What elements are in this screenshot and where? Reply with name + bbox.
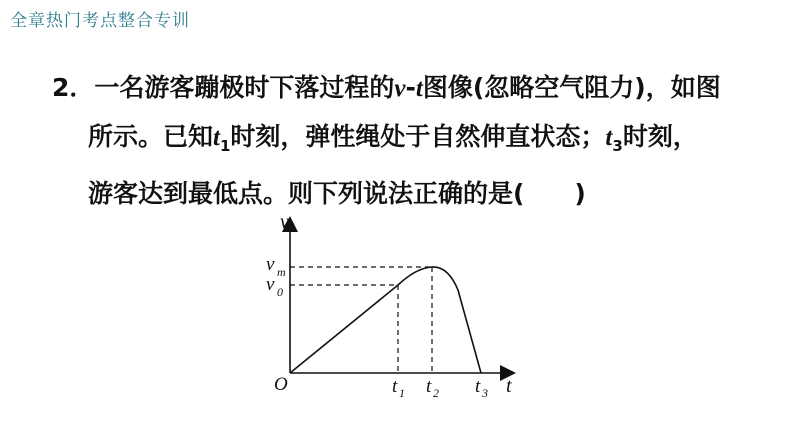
var-t3: t [605,124,613,151]
t1-subscript: 1 [399,386,405,400]
t1-label: t [392,376,398,397]
question-line-3: 游客达到最低点。则下列说法正确的是( ) [88,179,586,208]
vt-graph [250,210,530,400]
question-text-2a: 所示。已知 [88,122,214,151]
t2-subscript: 2 [433,386,439,400]
question-number: 2． [52,73,95,102]
question-text-1b: 图像(忽略空气阻力)，如图 [422,73,721,102]
v0-label: v [266,274,275,295]
sub-1: 1 [219,137,231,155]
var-v: v [394,75,406,102]
t2-label: t [426,376,432,397]
dash: - [405,73,416,102]
question-text [52,64,772,218]
t3-label: t [475,376,481,397]
origin-label: O [274,374,288,395]
vt-curve [290,267,481,373]
question-text-1a: 一名游客蹦极时下落过程的 [94,73,395,102]
t3-subscript: 3 [482,386,488,400]
question-text-2c: 时刻， [622,122,698,151]
question-line-1 [52,64,772,113]
question-text-2b: 时刻，弹性绳处于自然伸直状态； [230,122,606,151]
var-t: t [415,75,423,102]
sub-3: 3 [612,137,623,155]
header-title: 全章热门考点整合专训 [10,11,190,31]
question-line-2 [52,113,772,170]
vm-label: v [266,254,275,275]
vm-subscript: m [277,265,286,279]
x-axis-label: t [506,375,512,397]
y-axis-label: v [280,211,289,233]
var-t1: t [213,124,220,151]
v0-subscript: 0 [277,285,283,299]
